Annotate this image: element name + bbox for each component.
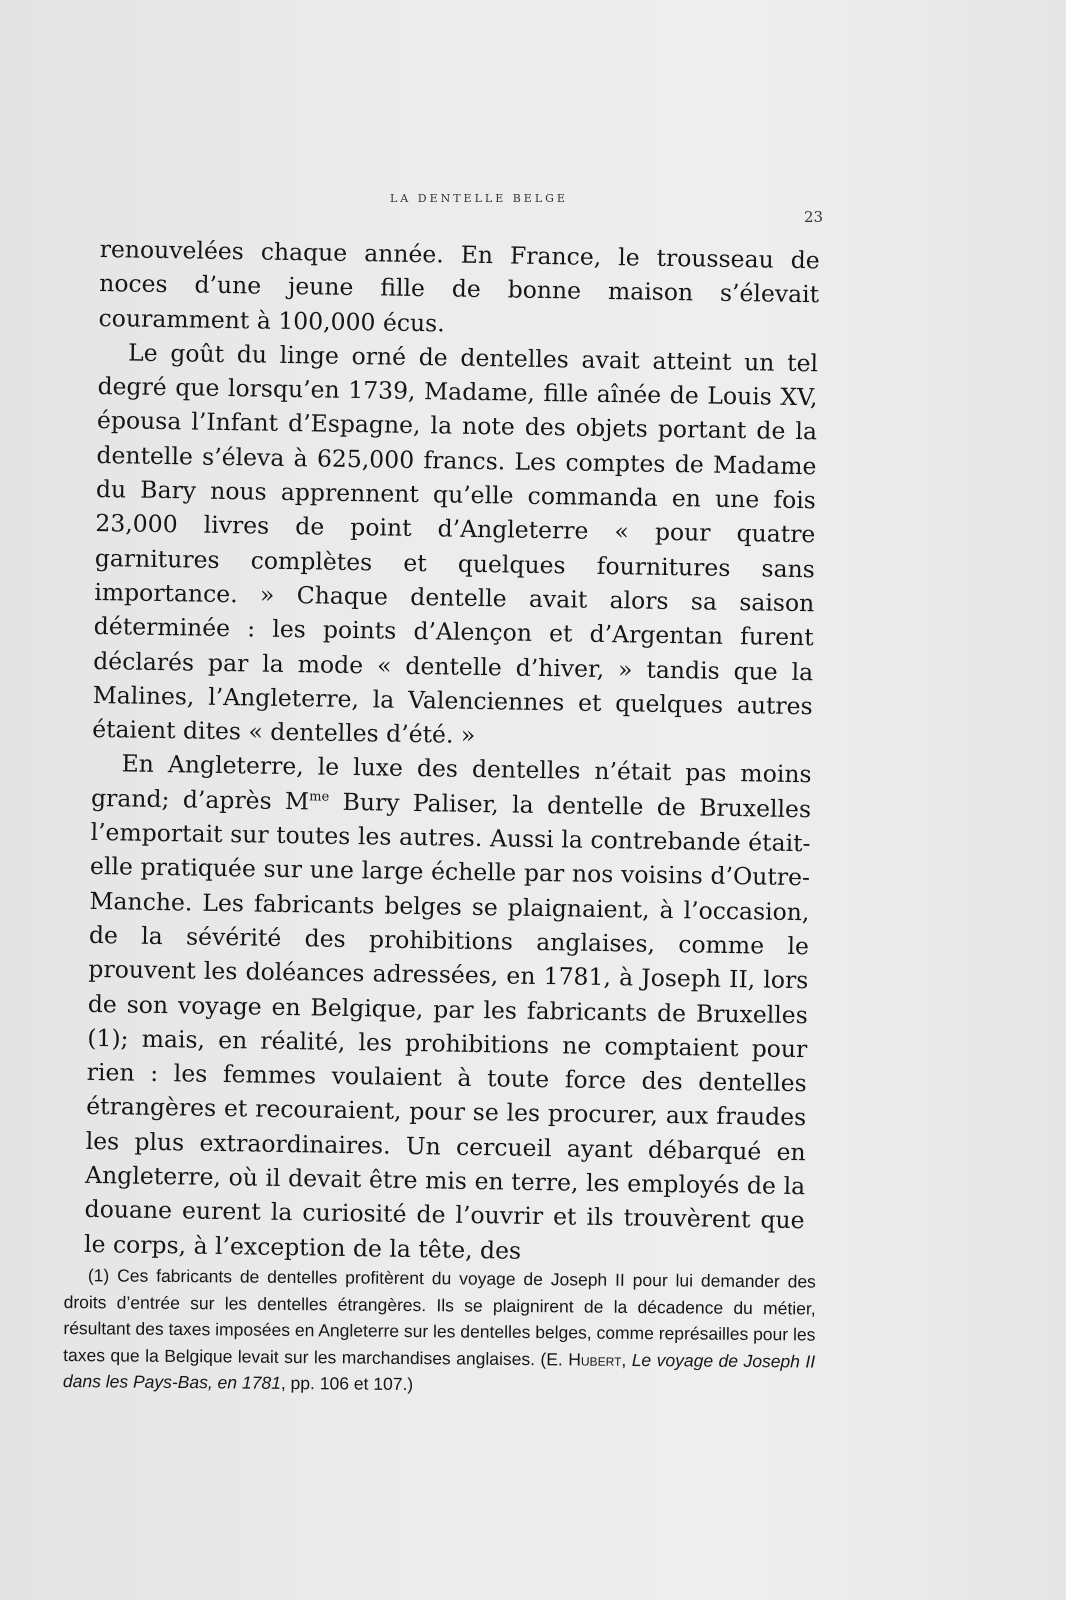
paragraph-3-rest: Bury Paliser, la dentelle de Bruxelles l’emportait sur toutes les autres. Aussi la contrebande était-elle pratiquée sur une large échelle par nos voisins d’Outre-Manche. Les fabricants belges se plaignaient, à l’occasion, de la sévérité des prohibitions anglaises, comme le prouvent les doléances adressées, en 1781, à Joseph II, lors de son voyage en Belgique, par les fabricants de Bruxelles (1); mais, en réalité, les prohibitions ne comptaient pour rien : les femmes voulaient à toute force des dentelles étrangères et recouraient, pour se les procurer, aux fraudes les plus extraordinaires. Un cercueil ayant débarqué en Angleterre, où il devait être mis en terre, les employés de la douane eurent la curiosité de l’ouvrir et ils trouvèrent que le corps, à l’exception de la tête, des	[83, 787, 812, 1265]
footnote	[63, 1262, 816, 1401]
paragraph-3-start: En Angleterre, le luxe des dentelles n’était pas moins grand; d’après M	[90, 749, 812, 816]
footnote-body: (1) Ces fabricants de dentelles profitèrent du voyage de Joseph II pour lui demander des droits d’entrée sur les dentelles étrangères. Ils se plaignirent de la décadence du métier, résultant des taxes imposées en Angleterre sur les dentelles belges, comme représailles pour les taxes que la Belgique levait sur les marchandises anglaises. (E.	[63, 1265, 816, 1369]
footnote-title: Le voyage de Joseph II dans les Pays-Bas, en 1781	[62, 1349, 816, 1393]
paragraph-1: renouvelées chaque année. En France, le trousseau de noces d’une jeune fille de bonne maison s’élevait couramment à 100,000 écus.	[98, 234, 820, 338]
page-number: 23	[804, 208, 824, 226]
superscript-me: me	[309, 789, 330, 805]
footnote-author: Hubert	[568, 1348, 622, 1370]
footnote-pages: , pp. 106 et 107.)	[280, 1372, 414, 1395]
footnote-text	[63, 1262, 816, 1401]
paragraph-2: Le goût du linge orné de dentelles avait atteint un tel degré que lorsqu’en 1739, Madame, fille aînée de Louis XV, épousa l’Infant d’Espagne, la note des objets portant de la dentelle s’éleva à 625,000 francs. Les comptes de Madame du Bary nous apprennent qu’elle commanda en une fois 23,000 livres de point d’Angleterre « pour quatre garnitures complètes et quelques fournitures sans importance. » Chaque dentelle avait alors sa saison déterminée : les points d’Alençon et d’Argentan furent déclarés par la mode « dentelle d’hiver, » tandis que la Malines, l’Angleterre, la Valenciennes et quelques autres étaient dites « dentelles d’été. »	[91, 338, 819, 750]
body-text	[84, 232, 820, 1272]
paragraph-3	[84, 746, 812, 1272]
footnote-separator: ,	[621, 1349, 632, 1370]
running-head: LA DENTELLE BELGE	[390, 192, 568, 205]
